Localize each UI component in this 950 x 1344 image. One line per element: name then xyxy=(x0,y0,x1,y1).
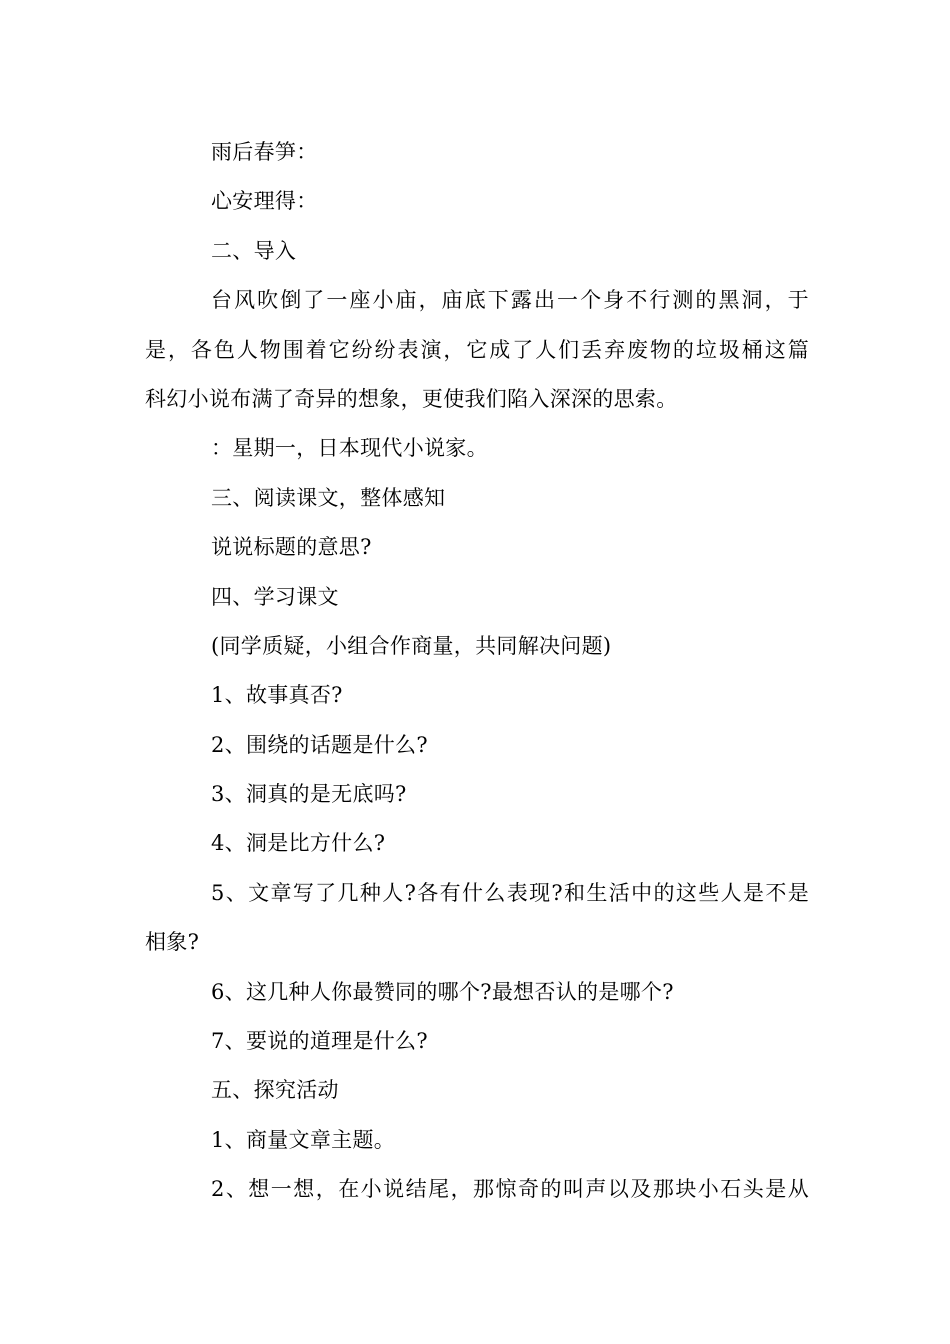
study-question-2: 2、围绕的话题是什么? xyxy=(211,732,428,757)
study-instruction: (同学质疑，小组合作商量，共同解决问题) xyxy=(211,633,612,658)
section-heading-reading: 三、阅读课文，整体感知 xyxy=(211,485,446,510)
section-heading-study: 四、学习课文 xyxy=(211,584,339,609)
author-note: ：星期一，日本现代小说家。 xyxy=(211,436,488,461)
section-heading-explore: 五、探究活动 xyxy=(211,1078,339,1103)
study-question-4: 4、洞是比方什么? xyxy=(211,831,386,856)
study-question-5-line-2: 相象? xyxy=(145,930,200,955)
intro-paragraph-line-3: 科幻小说布满了奇异的想象，更使我们陷入深深的思索。 xyxy=(145,386,678,411)
explore-item-1: 1、商量文章主题。 xyxy=(211,1127,396,1152)
line-idiom-xinan-lide: 心安理得： xyxy=(211,189,318,214)
document-body xyxy=(145,128,809,1215)
study-question-3: 3、洞真的是无底吗? xyxy=(211,782,407,807)
study-question-5-line-1: 5、文章写了几种人?各有什么表现?和生活中的这些人是不是 xyxy=(211,880,809,905)
study-question-7: 7、要说的道理是什么? xyxy=(211,1029,428,1054)
section-heading-introduction: 二、导入 xyxy=(211,238,297,263)
intro-paragraph-line-2: 是，各色人物围着它纷纷表演，它成了人们丢弃废物的垃圾桶这篇 xyxy=(145,337,809,362)
explore-item-2: 2、想一想，在小说结尾，那惊奇的叫声以及那块小石头是从 xyxy=(211,1177,809,1202)
question-title-meaning: 说说标题的意思? xyxy=(211,535,372,560)
intro-paragraph-line-1: 台风吹倒了一座小庙，庙底下露出一个身不行测的黑洞，于 xyxy=(211,288,809,313)
study-question-1: 1、故事真否? xyxy=(211,683,343,708)
line-idiom-yuhou-chunsun: 雨后春笋： xyxy=(211,140,318,164)
study-question-6: 6、这几种人你最赞同的哪个?最想否认的是哪个? xyxy=(211,979,674,1004)
